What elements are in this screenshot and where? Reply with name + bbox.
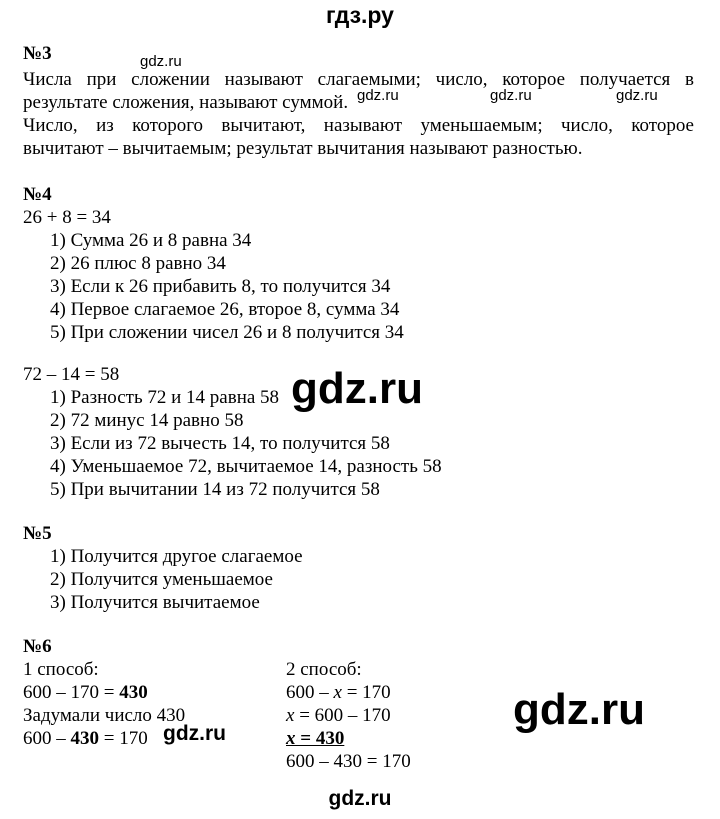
s6-method-2-equation-1: 600 – x = 170 bbox=[286, 682, 391, 703]
s6-variable: x bbox=[333, 682, 342, 703]
s6-method-2-equation-2: x = 600 – 170 bbox=[286, 705, 391, 726]
section-4-title: №4 bbox=[23, 184, 52, 205]
s6-method-2-check: 600 – 430 = 170 bbox=[286, 751, 411, 772]
s5-item: 3) Получится вычитаемое bbox=[50, 592, 260, 613]
s6-method-2-label: 2 способ: bbox=[286, 659, 362, 680]
s5-item: 2) Получится уменьшаемое bbox=[50, 569, 273, 590]
s4-item: 5) При сложении чисел 26 и 8 получится 34 bbox=[50, 322, 404, 343]
site-header: гдз.ру bbox=[326, 2, 394, 28]
watermark-footer: gdz.ru bbox=[328, 787, 392, 810]
s3-paragraph-1-line-2: результате сложения, называют суммой. bbox=[23, 92, 349, 113]
s4-equation-2: 72 – 14 = 58 bbox=[23, 364, 120, 385]
section-5-title: №5 bbox=[23, 523, 52, 544]
watermark-large: gdz.ru bbox=[291, 364, 423, 413]
s4-item: 3) Если из 72 вычесть 14, то получится 58 bbox=[50, 433, 390, 454]
watermark-small: gdz.ru bbox=[357, 87, 399, 104]
s4-item: 1) Разность 72 и 14 равна 58 bbox=[50, 387, 280, 408]
watermark-small: gdz.ru bbox=[490, 87, 532, 104]
s6-method-1-equation-1: 600 – 170 = 430 bbox=[23, 682, 148, 703]
s6-answer: 430 bbox=[70, 728, 99, 749]
s5-item: 1) Получится другое слагаемое bbox=[50, 546, 303, 567]
s4-item: 5) При вычитании 14 из 72 получится 58 bbox=[50, 479, 380, 500]
s6-variable: x bbox=[286, 728, 296, 749]
s4-item: 4) Уменьшаемое 72, вычитаемое 14, разность 58 bbox=[50, 456, 442, 477]
watermark-large: gdz.ru bbox=[513, 685, 645, 734]
s6-variable: x bbox=[286, 705, 295, 726]
watermark-medium: gdz.ru bbox=[163, 722, 226, 745]
s6-answer: 430 bbox=[119, 682, 148, 703]
s4-item: 1) Сумма 26 и 8 равна 34 bbox=[50, 230, 252, 251]
s6-method-1-check: 600 – 430 = 170 bbox=[23, 728, 148, 749]
s4-item: 2) 72 минус 14 равно 58 bbox=[50, 410, 244, 431]
watermark-small: gdz.ru bbox=[140, 53, 182, 70]
s3-paragraph-1-line-1: Числа при сложении называют слагаемыми; число, которое получается в bbox=[23, 69, 694, 90]
s3-paragraph-2-line-1: Число, из которого вычитают, называют уменьшаемым; число, которое bbox=[23, 115, 694, 136]
s4-item: 2) 26 плюс 8 равно 34 bbox=[50, 253, 226, 274]
s4-equation-1: 26 + 8 = 34 bbox=[23, 207, 111, 228]
watermark-small: gdz.ru bbox=[616, 87, 658, 104]
s6-method-2-result: x = 430 bbox=[286, 728, 345, 749]
s6-method-1-text: Задумали число 430 bbox=[23, 705, 186, 726]
s4-item: 3) Если к 26 прибавить 8, то получится 34 bbox=[50, 276, 391, 297]
s3-paragraph-2-line-2: вычитают – вычитаемым; результат вычитания называют разностью. bbox=[23, 138, 583, 159]
s6-method-1-label: 1 способ: bbox=[23, 659, 99, 680]
section-3-title: №3 bbox=[23, 43, 52, 64]
s4-item: 4) Первое слагаемое 26, второе 8, сумма 34 bbox=[50, 299, 400, 320]
section-6-title: №6 bbox=[23, 636, 52, 657]
